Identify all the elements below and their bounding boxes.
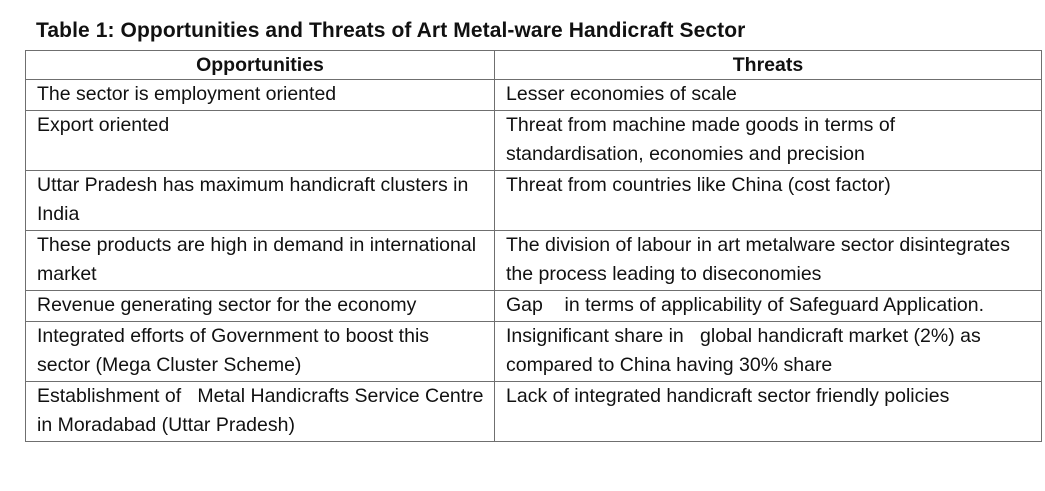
opportunity-cell: The sector is employment oriented <box>26 80 495 111</box>
threat-cell: Gap in terms of applicability of Safeguard Application. <box>495 291 1042 322</box>
opportunity-cell: Establishment of Metal Handicrafts Service Centre in Moradabad (Uttar Pradesh) <box>26 382 495 442</box>
column-header-threats: Threats <box>495 51 1042 80</box>
opportunity-cell: These products are high in demand in international market <box>26 231 495 291</box>
table-title: Table 1: Opportunities and Threats of Art Metal-ware Handicraft Sector <box>36 19 746 42</box>
table-row <box>26 231 1042 291</box>
opportunities-threats-table <box>25 50 1042 442</box>
threat-cell: Insignificant share in global handicraft market (2%) as compared to China having 30% share <box>495 322 1042 382</box>
threat-cell: Lack of integrated handicraft sector friendly policies <box>495 382 1042 442</box>
threat-cell: Threat from machine made goods in terms of standardisation, economies and precision <box>495 111 1042 171</box>
opportunity-cell: Integrated efforts of Government to boost this sector (Mega Cluster Scheme) <box>26 322 495 382</box>
table-row <box>26 291 1042 322</box>
threat-cell: The division of labour in art metalware sector disintegrates the process leading to diseconomies <box>495 231 1042 291</box>
table-row <box>26 322 1042 382</box>
opportunity-cell: Export oriented <box>26 111 495 171</box>
threat-cell: Lesser economies of scale <box>495 80 1042 111</box>
column-header-opportunities: Opportunities <box>26 51 495 80</box>
table-header-row <box>26 51 1042 80</box>
table-row <box>26 382 1042 442</box>
table-row <box>26 171 1042 231</box>
threat-cell: Threat from countries like China (cost factor) <box>495 171 1042 231</box>
table-row <box>26 111 1042 171</box>
opportunity-cell: Uttar Pradesh has maximum handicraft clusters in India <box>26 171 495 231</box>
opportunity-cell: Revenue generating sector for the economy <box>26 291 495 322</box>
table-row <box>26 80 1042 111</box>
